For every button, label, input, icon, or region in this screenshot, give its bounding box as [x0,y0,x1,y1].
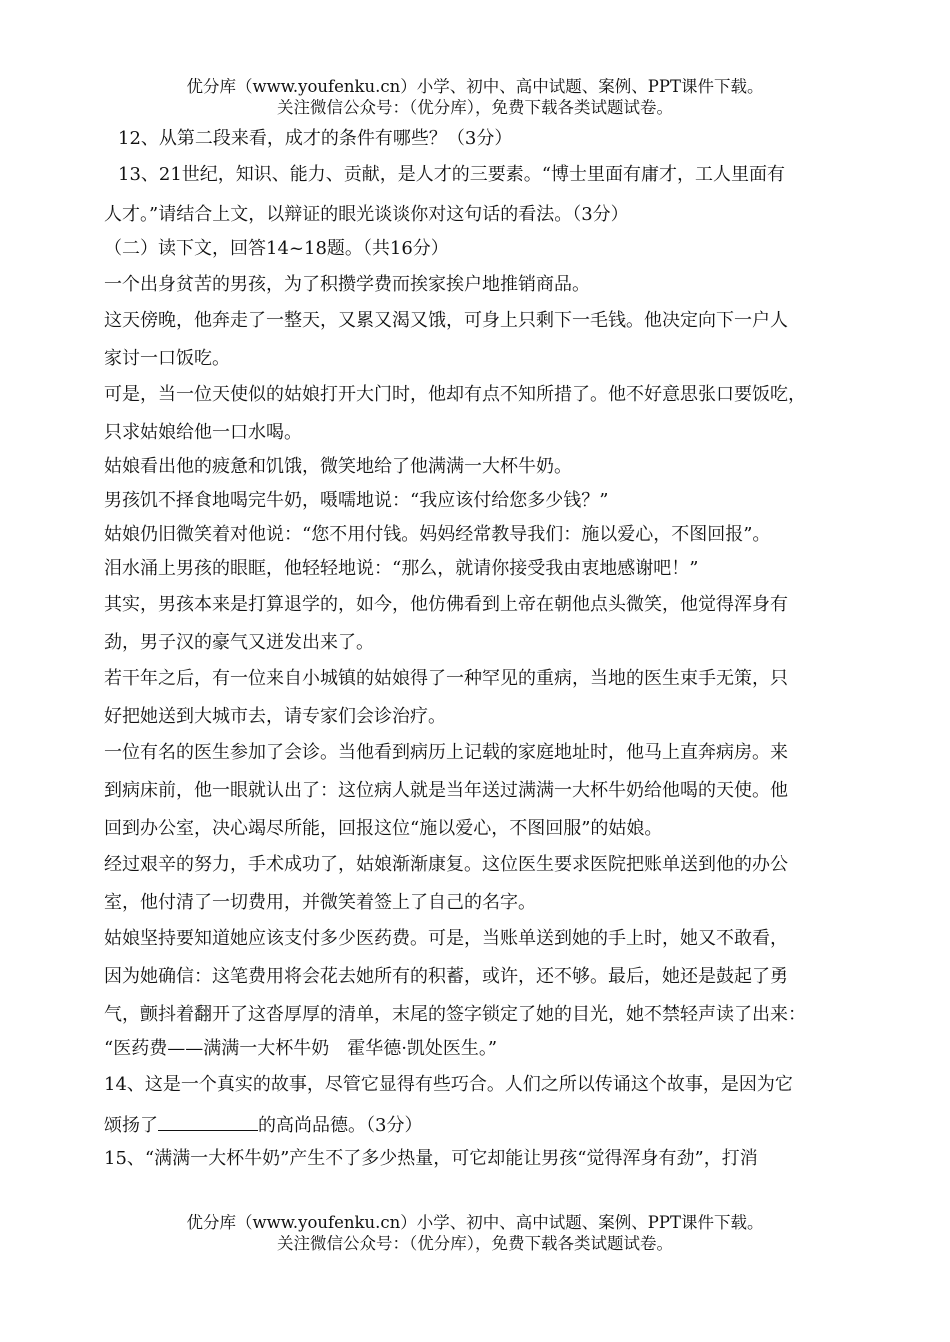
paragraph-12-line-3: 气，颤抖着翻开了这沓厚厚的清单，末尾的签字锁定了她的目光，她不禁轻声读了出来： [104,1004,806,1025]
paragraph-4: 姑娘看出他的疲惫和饥饿，微笑地给了他满满一大杯牛奶。 [104,456,572,477]
question-14-suffix: 的高尚品德。（3分） [258,1115,423,1136]
footer-line-2: 关注微信公众号：（优分库），免费下载各类试题试卷。 [277,1234,673,1253]
paragraph-7: 泪水涌上男孩的眼眶，他轻轻地说：“那么，就请你接受我由衷地感谢吧！” [104,558,699,579]
page-header [0,76,950,118]
paragraph-10-line-1: 一位有名的医生参加了会诊。当他看到病历上记载的家庭地址时，他马上直奔病房。来 [104,742,788,763]
paragraph-11-line-1: 经过艰辛的努力，手术成功了，姑娘渐渐康复。这位医生要求医院把账单送到他的办公 [104,854,788,875]
paragraph-9-line-1: 若干年之后，有一位来自小城镇的姑娘得了一种罕见的重病，当地的医生束手无策，只 [104,668,788,689]
paragraph-9-line-2: 好把她送到大城市去，请专家们会诊治疗。 [104,706,446,727]
page-footer [0,1212,950,1254]
question-13-line-1: 13、21世纪，知识、能力、贡献，是人才的三要素。“博士里面有庸才，工人里面有 [118,164,786,185]
question-15-line-1: 15、“满满一大杯牛奶”产生不了多少热量，可它却能让男孩“觉得浑身有劲”，打消 [104,1148,758,1169]
paragraph-6: 姑娘仍旧微笑着对他说：“您不用付钱。妈妈经常教导我们：施以爱心，不图回报”。 [104,524,771,545]
paragraph-11-line-2: 室，他付清了一切费用，并微笑着签上了自己的名字。 [104,892,536,913]
paragraph-12-line-1: 姑娘坚持要知道她应该支付多少医药费。可是，当账单送到她的手上时，她又不敢看， [104,928,788,949]
question-13-line-2: 人才。”请结合上文，以辩证的眼光谈谈你对这句话的看法。（3分） [104,204,629,225]
question-14-line-2 [104,1112,422,1137]
paragraph-12-line-4: “医药费——满满一大杯牛奶 霍华德·凯处医生。” [104,1038,498,1059]
question-14-prefix: 颂扬了 [104,1115,158,1136]
header-line-1: 优分库（www.youfenku.cn）小学、初中、高中试题、案例、PPT课件下载。 [186,77,764,96]
paragraph-3-line-1: 可是，当一位天使似的姑娘打开大门时，他却有点不知所措了。他不好意思张口要饭吃， [104,384,806,405]
question-12: 12、从第二段来看，成才的条件有哪些？（3分） [118,128,513,149]
paragraph-5: 男孩饥不择食地喝完牛奶，嗫嚅地说：“我应该付给您多少钱？” [104,490,609,511]
section-heading: （二）读下文，回答14~18题。（共16分） [104,238,449,259]
paragraph-8-line-1: 其实，男孩本来是打算退学的，如今，他仿佛看到上帝在朝他点头微笑，他觉得浑身有 [104,594,788,615]
footer-line-1: 优分库（www.youfenku.cn）小学、初中、高中试题、案例、PPT课件下载。 [186,1213,764,1232]
paragraph-2-line-1: 这天傍晚，他奔走了一整天，又累又渴又饿，可身上只剩下一毛钱。他决定向下一户人 [104,310,788,331]
answer-blank[interactable] [158,1112,258,1131]
paragraph-3-line-2: 只求姑娘给他一口水喝。 [104,422,302,443]
paragraph-12-line-2: 因为她确信：这笔费用将会花去她所有的积蓄，或许，还不够。最后，她还是鼓起了勇 [104,966,788,987]
paragraph-2-line-2: 家讨一口饭吃。 [104,348,230,369]
paragraph-10-line-3: 回到办公室，决心竭尽所能，回报这位“施以爱心，不图回服”的姑娘。 [104,818,663,839]
header-line-2: 关注微信公众号：（优分库），免费下载各类试题试卷。 [277,98,673,117]
paragraph-1: 一个出身贫苦的男孩，为了积攒学费而挨家挨户地推销商品。 [104,274,590,295]
paragraph-8-line-2: 劲，男子汉的豪气又迸发出来了。 [104,632,374,653]
question-14-line-1: 14、这是一个真实的故事，尽管它显得有些巧合。人们之所以传诵这个故事，是因为它 [104,1074,793,1095]
paragraph-10-line-2: 到病床前，他一眼就认出了：这位病人就是当年送过满满一大杯牛奶给他喝的天使。他 [104,780,788,801]
